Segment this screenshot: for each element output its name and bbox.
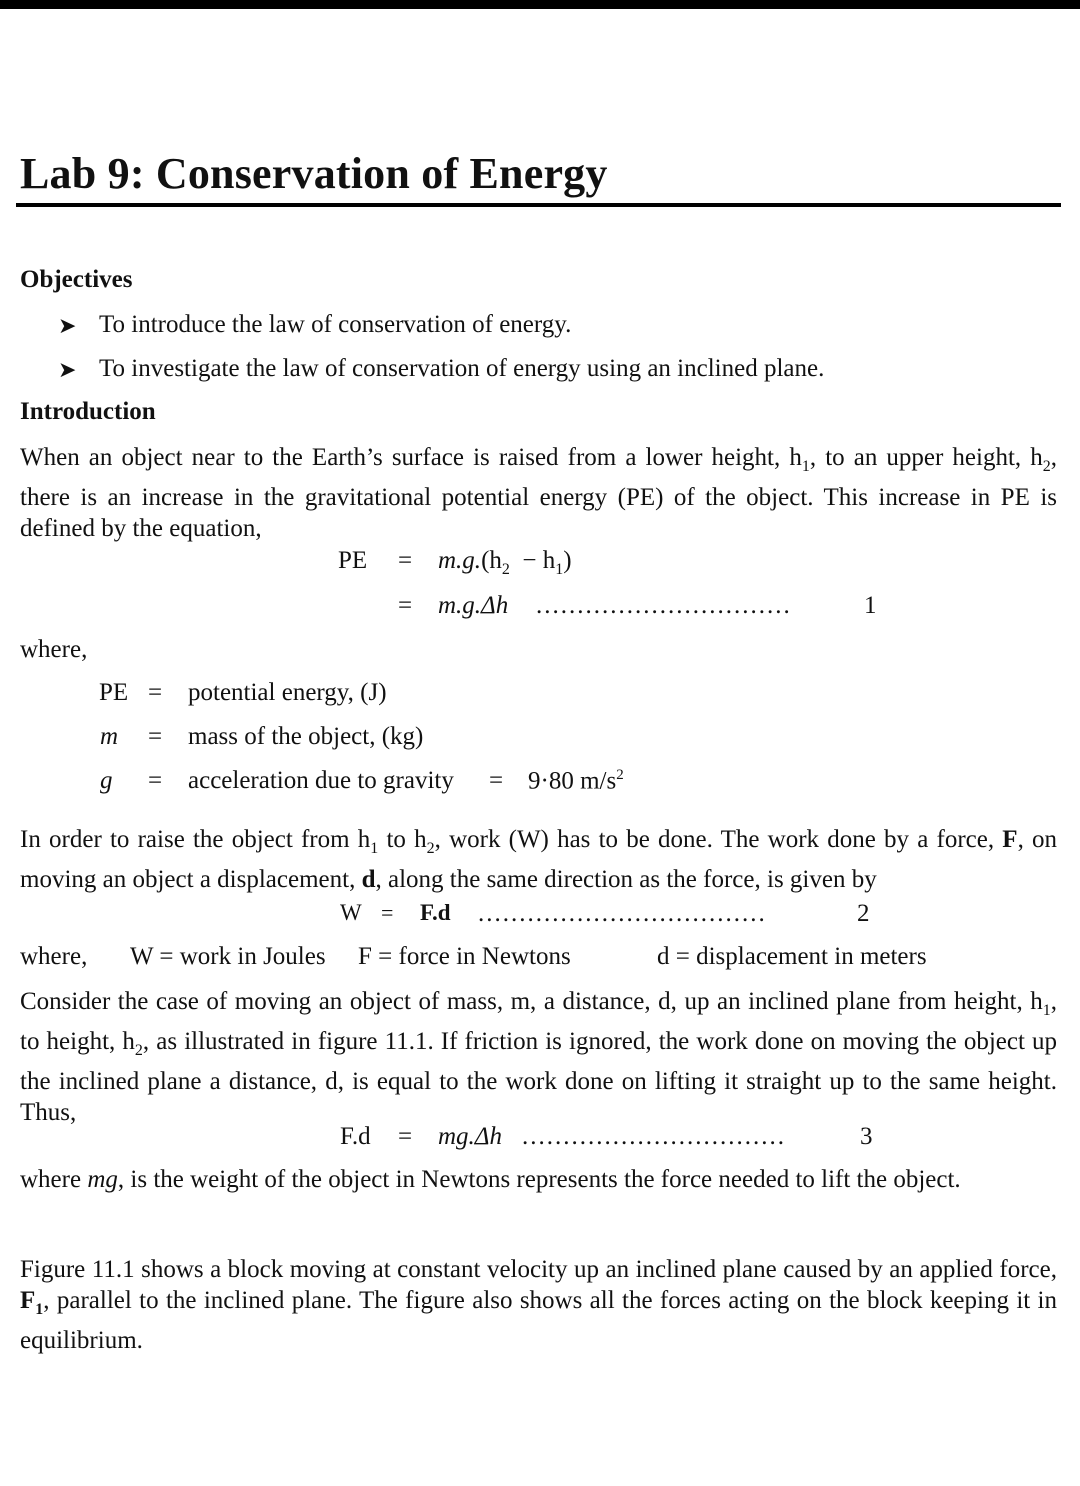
eq3-lhs: F.d (340, 1123, 371, 1150)
objective-item-2: To investigate the law of conservation of energy using an inclined plane. (99, 355, 825, 382)
objectives-heading: Objectives (20, 266, 133, 293)
incline-paragraph: Consider the case of moving an object of mass, m, a distance, d, up an inclined plane from height, $h_1$, to height, $h_2$, as illustrated in figure 11.1. If friction is ignored, the work done on moving the object up the inclined plane a distance, d, is equal to the work done on lifting it straight up to the same height. Thus, (20, 988, 1058, 1126)
var-g-equals: = (148, 767, 163, 794)
figure-paragraph: Figure 11.1 shows a block moving at constant velocity up an inclined plane caused by an applied force, $F_1$, parallel to the inclined plane. The figure also shows all the forces acting on the block keeping it in equilibrium. (20, 1256, 1057, 1354)
var-m-desc: mass of the object, (kg) (188, 723, 424, 750)
intro-paragraph: When an object near to the Earth’s surface is raised from a lower height, $h_1$, to an upper height, $h_2$, there is an increase in the gravitational potential energy (PE) of the object. This increase in PE is defined by the equation, (20, 444, 1058, 542)
eq1-number: 1 (864, 592, 877, 619)
page-title: Lab 9: Conservation of Energy (20, 149, 608, 198)
var-g-equals-2: = (489, 767, 504, 794)
where2-label: where, (20, 943, 88, 970)
top-border (0, 0, 1080, 9)
eq1-rhs2: m.g.Δh (438, 592, 509, 619)
eq1-dots: ............................... (536, 592, 792, 619)
eq3-dots: ................................ (522, 1123, 786, 1150)
eq2-equals: = (381, 900, 394, 925)
eq3-number: 3 (860, 1123, 873, 1150)
var-g-desc: acceleration due to gravity (188, 767, 454, 794)
title-rule (16, 203, 1061, 207)
introduction-heading: Introduction (20, 398, 156, 425)
work-paragraph: In order to raise the object from $h_1$ to $h_2$, work (W) has to be done. The work done by a force, F, on moving an object a displacement, d, along the same direction as the force, is given by (20, 826, 1058, 893)
arrow-bullet-icon: ➤ (58, 313, 77, 338)
var-m-symbol: m (100, 723, 119, 750)
var-pe-equals: = (148, 679, 163, 706)
eq2-number: 2 (857, 900, 870, 927)
eq3-equals: = (398, 1123, 413, 1150)
mg-sentence: where mg, is the weight of the object in Newtons represents the force needed to lift the object. (20, 1166, 961, 1193)
var-g-symbol: g (100, 767, 113, 794)
where2-w: W = work in Joules (130, 943, 326, 970)
eq1-equals-2: = (398, 592, 413, 619)
var-m-equals: = (148, 723, 163, 750)
var-pe-symbol: PE (99, 679, 129, 706)
eq3-rhs: mg.Δh (438, 1123, 502, 1150)
where-label: where, (20, 636, 88, 663)
arrow-bullet-icon: ➤ (58, 357, 77, 382)
var-g-value: 9·80 $m/s^2$ (528, 767, 624, 795)
where2-f: F = force in Newtons (358, 943, 571, 970)
eq2-rhs: F.d (420, 900, 451, 925)
eq2-dots: ................................... (478, 900, 767, 927)
eq1-lhs: PE (338, 547, 368, 574)
objective-item-1: To introduce the law of conservation of energy. (99, 311, 572, 338)
eq1-equals: = (398, 547, 413, 574)
eq2-lhs: W (340, 900, 362, 925)
var-pe-desc: potential energy, (J) (188, 679, 387, 706)
eq1-rhs1: $m.g.(h_2 - h_1)$ (438, 547, 572, 578)
where2-d: d = displacement in meters (657, 943, 927, 970)
